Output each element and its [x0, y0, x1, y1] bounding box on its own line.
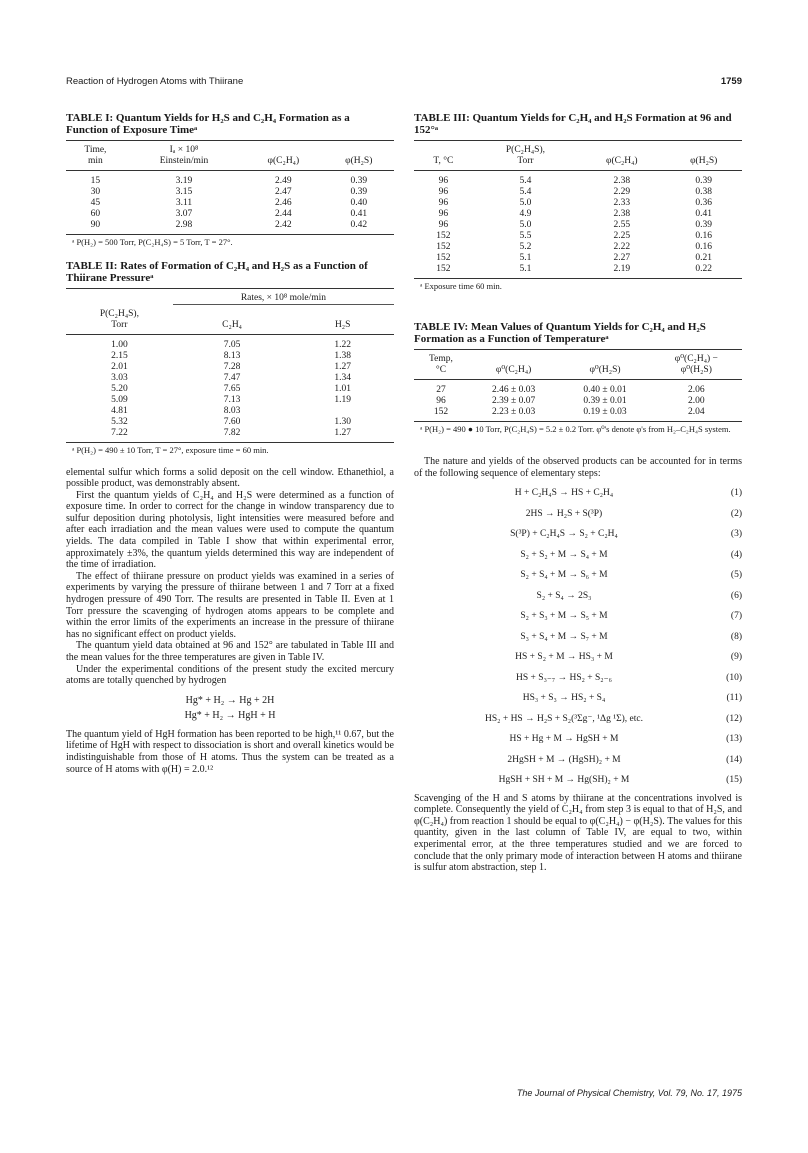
table-cell: 1.19 [334, 394, 351, 405]
table-cell: 0.38 [695, 187, 713, 197]
t2-h-c2h4: C₂H₄ [173, 320, 292, 335]
table-4-footnote: ᵃ P(H₂) = 490 ● 10 Torr, P(C₂H₄S) = 5.2 ± 0.2 Torr. φ⁰'s denote φ's from H₂–C₂H₄S system. [420, 424, 731, 434]
equation-text: 2HS → H₂S + S(³P) [525, 508, 603, 519]
table-cell: 8.03 [223, 405, 241, 416]
table-row [66, 187, 394, 198]
table-cell: 1.00 [111, 339, 128, 350]
equation-number: (3) [730, 529, 742, 540]
table-cell: 2.27 [613, 253, 631, 263]
table-cell: 5.5 [519, 231, 532, 241]
t3-h-phih2s: φ(H₂S) [665, 156, 742, 171]
equation-text: HgSH + SH + M → Hg(SH)₂ + M [498, 775, 630, 786]
reaction-equation [414, 729, 742, 750]
table-cell: 7.13 [223, 394, 241, 405]
table-row [414, 231, 742, 242]
paragraph: The effect of thiirane pressure on product yields was examined in a series of experiments by varying the pressure of thiirane between 1 and 7 Torr at a fixed hydrogen pressure of 490 Torr. The results are presented in Table II. Even at 1 Torr pressure the scavenging of hydrogen atoms appears to be complete and within the error limits of the experiments an increase in the pressure of thiirane has no significant effect on product yields. [66, 570, 394, 640]
table-cell: 15 [90, 176, 101, 186]
equation-number: (12) [726, 713, 742, 724]
right-column [414, 112, 742, 874]
equation-text: 2HgSH + M → (HgSH)₂ + M [507, 754, 621, 765]
table-cell: 96 [438, 187, 449, 197]
table-cell: 7.82 [173, 428, 292, 443]
table-1-caption: TABLE I: Quantum Yields for H₂S and C₂H₄ Formation as a Function of Exposure Timeᵃ [66, 112, 350, 136]
table-cell: 2.98 [125, 220, 243, 235]
table-cell: 0.16 [695, 231, 713, 241]
equation-text: S(³P) + C₂H₄S → S₂ + C₂H₄ [510, 529, 618, 540]
equation-text: HS₂ + HS → H₂S + S₂(³Σg⁻, ¹Δg ¹Σ), etc. [485, 714, 643, 725]
equation-text: HS + Hg + M → HgSH + M [509, 734, 619, 745]
table-3 [414, 112, 742, 291]
table-1-body [66, 171, 394, 235]
table-cell: 5.2 [519, 242, 532, 252]
equation-number: (8) [730, 631, 742, 642]
equation: Hg* + H₂ → Hg + 2H [185, 694, 275, 706]
table-cell: 7.28 [223, 361, 241, 372]
right-body-text [414, 456, 742, 479]
equation-text: S₂ + S₃ + M → S₅ + M [520, 611, 608, 622]
table-cell: 1.30 [334, 416, 351, 427]
equation-text: HS + S₃₋₇ → HS₂ + S₂₋₆ [516, 673, 612, 684]
table-cell: 0.39 [695, 176, 713, 186]
page-number: 1759 [720, 76, 742, 87]
table-row [66, 406, 394, 417]
table-cell: 1.01 [334, 383, 351, 394]
table-cell: 7.47 [223, 372, 241, 383]
table-cell: 2.01 [111, 361, 128, 372]
table-cell: 30 [90, 187, 101, 197]
t3-h-t: T, °C [414, 156, 473, 171]
equation-number: (11) [726, 693, 742, 704]
table-4-caption: TABLE IV: Mean Values of Quantum Yields for C₂H₄ and H₂S Formation as a Function of Temperatureᵃ [414, 321, 706, 345]
table-cell: 5.09 [111, 394, 128, 405]
equation-text: S₂ + S₄ + M → S₆ + M [520, 570, 608, 581]
table-cell: 96 [438, 220, 449, 230]
table-cell: 45 [90, 198, 101, 208]
table-cell: 0.41 [350, 209, 368, 219]
t4-h-phih2s: φ⁰(H₂S) [559, 365, 650, 380]
running-header: Reaction of Hydrogen Atoms with Thiirane [66, 76, 244, 87]
table-row [66, 428, 394, 443]
table-cell: 8.13 [223, 350, 241, 361]
table-row [414, 242, 742, 253]
table-cell: 152 [436, 253, 451, 263]
reaction-equation [414, 504, 742, 525]
table-row [66, 362, 394, 373]
reaction-equation [414, 647, 742, 668]
t4-h-diff: φ⁰(C₂H₄) − [651, 350, 742, 366]
table-2-body [66, 334, 394, 442]
equation-text: S₃ + S₄ + M → S₇ + M [520, 631, 608, 642]
table-row [414, 380, 742, 397]
table-cell: 3.11 [175, 198, 193, 208]
table-cell: 1.38 [334, 350, 351, 361]
table-row [414, 209, 742, 220]
table-cell: 7.05 [223, 339, 241, 350]
table-row [66, 351, 394, 362]
reaction-equation [414, 545, 742, 566]
reaction-equation [414, 770, 742, 791]
table-cell: 3.19 [175, 176, 193, 186]
table-4-body [414, 380, 742, 422]
table-cell: 2.29 [613, 187, 631, 197]
t4-h-degc: °C [414, 365, 468, 380]
table-row [414, 396, 742, 407]
table-row [66, 209, 394, 220]
table-3-footnote: ᵃ Exposure time 60 min. [420, 281, 502, 291]
paragraph: elemental sulfur which forms a solid deposit on the cell window. Ethanethiol, a possible product, was demonstrably absent. [66, 466, 394, 490]
table-row [414, 253, 742, 264]
reaction-equation [414, 750, 742, 771]
table-cell: 2.39 ± 0.07 [492, 396, 536, 406]
reaction-equation [414, 668, 742, 689]
reaction-equation [414, 709, 742, 730]
table-cell: 96 [438, 198, 449, 208]
table-3-body [414, 171, 742, 279]
table-2-footnote: ᵃ P(H₂) = 490 ± 10 Torr, T = 27°, exposure time = 60 min. [72, 444, 269, 455]
table-cell: 0.41 [695, 209, 713, 219]
equation-number: (15) [726, 775, 742, 786]
table-cell: 1.27 [334, 361, 351, 372]
table-cell: 2.55 [613, 220, 631, 230]
table-cell: 90 [66, 220, 125, 235]
table-row [66, 171, 394, 188]
equation-text: H + C₂H₄S → HS + C₂H₄ [514, 488, 614, 499]
table-cell: 2.25 [613, 231, 631, 241]
table-cell: 0.40 ± 0.01 [583, 385, 627, 395]
t1-h-time: Time, [66, 141, 125, 157]
t4-h-phic2h4: φ⁰(C₂H₄) [468, 365, 559, 380]
table-1-footnote: ᵃ P(H₂) = 500 Torr, P(C₂H₄S) = 5 Torr, T = 27°. [72, 237, 233, 247]
reaction-equation [414, 483, 742, 504]
table-cell: 5.0 [519, 198, 532, 208]
table-row [66, 384, 394, 395]
table-cell: 0.39 [350, 176, 368, 186]
paragraph: Scavenging of the H and S atoms by thiirane at the concentrations involved is complete. Consequently the yield of C₂H₄ from step 3 is equal to that of H₂S, and φ(C₂H₄) from reaction 1 should be equal to φ(C₂H₄) − φ(H₂S). The values for this quantity, given in the last column of Table IV, are equal to two, within experimental error, at the three temperatures studied and we are forced to conclude that the only primary mode of interaction between H atoms and thiirane is sulfur atom abstraction, step 1. [414, 792, 742, 874]
table-cell: 4.9 [519, 209, 532, 219]
table-cell: 1.34 [334, 372, 351, 383]
table-cell: 0.16 [695, 242, 713, 252]
journal-footer: The Journal of Physical Chemistry, Vol. 79, No. 17, 1975 [516, 1088, 742, 1098]
t1-h-min: min [66, 156, 125, 171]
table-cell: 0.39 [350, 187, 368, 197]
left-body-text [66, 467, 394, 776]
table-4 [414, 321, 742, 434]
table-row [66, 198, 394, 209]
table-cell: 7.65 [223, 383, 241, 394]
table-cell: 4.81 [111, 405, 128, 416]
right-body-text-2 [414, 793, 742, 874]
table-cell: 96 [436, 396, 446, 406]
paragraph: The quantum yield of HgH formation has been reported to be high,¹¹ 0.67, but the lifetime of HgH with respect to dissociation is short and overall kinetics would be indistinguishable from those of H atoms. Thus the system can be treated as a source of H atoms with φ(H) = 2.0.¹² [66, 728, 394, 775]
table-cell: 152 [436, 242, 451, 252]
table-cell: 60 [90, 209, 101, 219]
equation-number: (13) [726, 734, 742, 745]
equation-number: (10) [726, 672, 742, 683]
equation-number: (2) [730, 508, 742, 519]
table-cell: 2.47 [275, 187, 292, 197]
table-cell: 2.46 ± 0.03 [492, 385, 536, 395]
table-3-caption: TABLE III: Quantum Yields for C₂H₄ and H₂S Formation at 96 and 152°ᵃ [414, 112, 732, 136]
table-cell: 2.22 [613, 242, 631, 252]
equation-number: (9) [730, 652, 742, 663]
table-row [414, 198, 742, 209]
table-cell: 5.0 [519, 220, 532, 230]
table-cell: 5.1 [519, 253, 532, 263]
equation-text: S₂ + S₄ → 2S₃ [536, 590, 592, 601]
table-cell: 2.46 [275, 198, 292, 208]
paragraph: The quantum yield data obtained at 96 and 152° are tabulated in Table III and the mean values for the three temperatures are given in Table IV. [66, 640, 394, 663]
table-cell: 5.4 [519, 187, 532, 197]
table-1 [66, 112, 394, 247]
table-cell: 152 [414, 407, 468, 422]
table-2-caption: TABLE II: Rates of Formation of C₂H₄ and H₂S as a Function of Thiirane Pressureᵃ [66, 260, 368, 284]
table-cell: 2.23 ± 0.03 [468, 407, 559, 422]
table-cell: 0.19 ± 0.03 [559, 407, 650, 422]
table-cell: 2.19 [578, 264, 665, 279]
paragraph: First the quantum yields of C₂H₄ and H₂S were determined as a function of exposure time. In order to correct for the change in window transparency due to sulfur deposition during photolysis, light intensities were measured before and after each irradiation and the mean values were used to compute the quantum yields. The data compiled in Table I show that within experimental error, approximately ±3%, the quantum yields determined this way are independent of the time of irradiation. [66, 489, 394, 571]
reaction-equation [414, 627, 742, 648]
table-cell: 0.40 [350, 198, 368, 208]
table-cell: 2.38 [613, 209, 631, 219]
equation-number: (1) [730, 488, 742, 499]
equation-text: HS + S₂ + M → HS₃ + M [515, 652, 613, 663]
equation-text: S₂ + S₂ + M → S₄ + M [520, 549, 608, 560]
reaction-equation [414, 524, 742, 545]
equation-number: (7) [730, 611, 742, 622]
table-cell: 152 [436, 231, 451, 241]
table-cell: 0.21 [695, 253, 713, 263]
table-cell: 2.04 [651, 407, 742, 422]
t1-h-einstein: Einstein/min [125, 156, 243, 171]
table-cell: 2.15 [111, 350, 128, 361]
table-cell [291, 406, 394, 417]
equation-number: (5) [730, 570, 742, 581]
t1-h-phih2s: φ(H₂S) [324, 156, 395, 171]
table-row [66, 395, 394, 406]
t4-h-temp: Temp, [414, 350, 468, 366]
reaction-steps [414, 483, 742, 791]
table-cell: 5.32 [111, 416, 128, 427]
table-cell: 5.4 [519, 176, 532, 186]
table-row [414, 171, 742, 188]
table-row [66, 220, 394, 235]
equation-number: (4) [730, 549, 742, 560]
table-cell: 0.42 [324, 220, 395, 235]
table-row [414, 187, 742, 198]
table-row [414, 220, 742, 231]
table-cell: 27 [436, 385, 446, 395]
table-row [414, 407, 742, 422]
table-cell: 2.33 [613, 198, 631, 208]
t2-h-h2s: H₂S [291, 320, 394, 335]
table-cell: 2.44 [275, 209, 292, 219]
table-cell: 2.42 [243, 220, 323, 235]
t3-h-pc2h4s: P(C₂H₄S), [473, 141, 578, 157]
table-cell: 2.49 [275, 176, 292, 186]
table-cell: 7.60 [223, 416, 241, 427]
t2-h-rates: Rates, × 10⁸ mole/min [173, 289, 394, 305]
reaction-equation [414, 688, 742, 709]
table-cell: 5.20 [111, 383, 128, 394]
table-cell: 0.39 ± 0.01 [583, 396, 627, 406]
t1-h-phic2h4: φ(C₂H₄) [243, 156, 323, 171]
reaction-equation [414, 586, 742, 607]
table-cell: 0.39 [695, 220, 713, 230]
table-cell: 2.38 [613, 176, 631, 186]
table-cell: 152 [414, 264, 473, 279]
table-row [66, 373, 394, 384]
equation-number: (6) [730, 590, 742, 601]
table-cell: 3.07 [175, 209, 193, 219]
table-cell: 3.03 [111, 372, 128, 383]
t2-h-pc2h4s: P(C₂H₄S), [99, 308, 139, 319]
table-cell: 96 [438, 209, 449, 219]
table-cell: 0.36 [695, 198, 713, 208]
equation-text: HS₃ + S₃ → HS₂ + S₄ [522, 693, 606, 704]
table-cell: 7.22 [66, 428, 173, 443]
table-cell: 96 [438, 176, 449, 186]
table-2 [66, 260, 394, 455]
table-row [66, 334, 394, 351]
t3-h-torr: Torr [473, 156, 578, 171]
table-cell: 3.15 [175, 187, 193, 197]
table-row [66, 417, 394, 428]
table-cell: 5.1 [473, 264, 578, 279]
reaction-equation [414, 565, 742, 586]
t1-h-ia: Iₐ × 10⁸ [125, 141, 243, 157]
equation: Hg* + H₂ → HgH + H [184, 709, 276, 721]
table-row [414, 264, 742, 279]
mercury-equations [66, 693, 394, 723]
table-cell: 2.00 [688, 396, 705, 406]
table-cell: 0.22 [665, 264, 742, 279]
t2-h-torr: Torr [66, 320, 173, 335]
t4-h-diff2: φ⁰(H₂S) [651, 365, 742, 380]
reaction-equation [414, 606, 742, 627]
table-cell: 1.22 [334, 339, 351, 350]
paragraph: The nature and yields of the observed products can be accounted for in terms of the following sequence of elementary steps: [414, 456, 742, 479]
table-cell: 1.27 [291, 428, 394, 443]
equation-number: (14) [726, 754, 742, 765]
table-cell: 2.06 [688, 385, 705, 395]
left-column [66, 112, 394, 775]
paragraph: Under the experimental conditions of the present study the excited mercury atoms are totally quenched by hydrogen [66, 663, 394, 687]
t3-h-phic2h4: φ(C₂H₄) [578, 156, 665, 171]
